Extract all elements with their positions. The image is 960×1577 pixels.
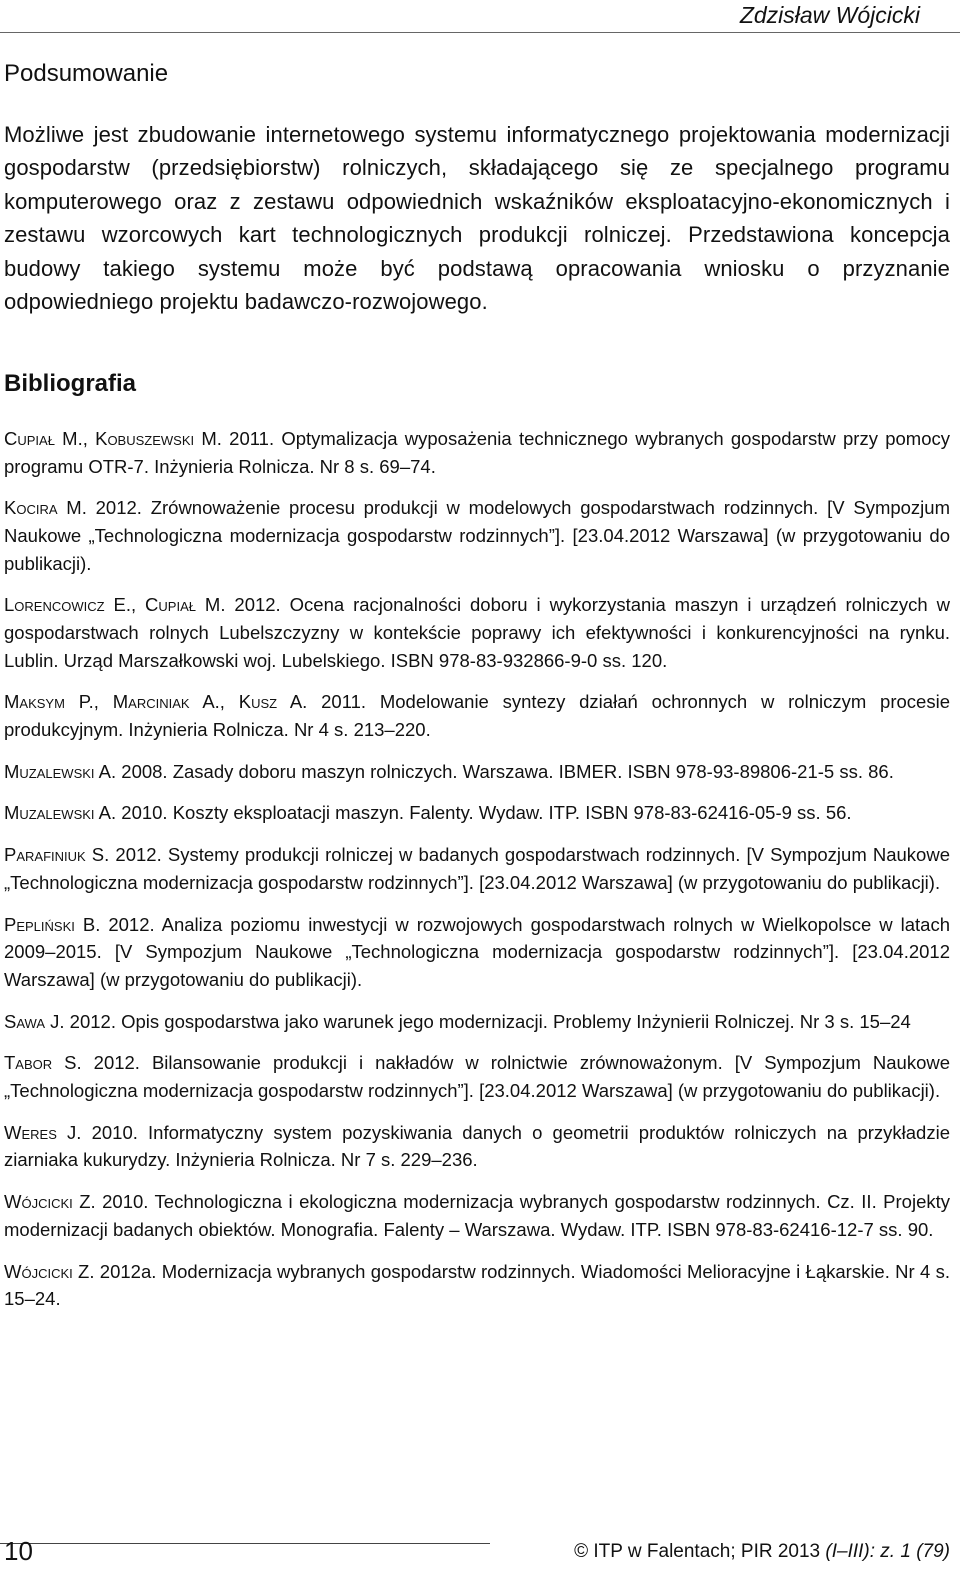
bib-entry [4, 841, 950, 896]
bib-entry [4, 494, 950, 577]
bib-authors: Tabor S. [4, 1052, 82, 1074]
journal-name: © ITP w Falentach; PIR 2013 [574, 1541, 826, 1562]
bib-details: 2012. Bilansowanie produkcji i nakładów w rolnictwie zrównoważonym. [V Sympozjum Naukowe „Technologiczna modernizacja gospodarstw rodzinnych”]. [23.04.2012 Warszawa] (w przygotowaniu do publikacji). [4, 1052, 951, 1101]
bib-authors: Parafiniuk S. [4, 844, 110, 866]
bibliography-heading: Bibliografia [4, 370, 137, 397]
bib-details: 2012a. Modernizacja wybranych gospodarstw rodzinnych. Wiadomości Melioracyjne i Łąkarskie. Nr 4 s. 15–24. [4, 1260, 950, 1310]
bib-authors: Lorencowicz E., Cupiał M. [4, 594, 226, 616]
bib-authors: Muzalewski A. [4, 760, 117, 782]
bib-entry [4, 688, 950, 743]
bib-details: 2011. Optymalizacja wyposażenia technicznego wybranych gospodarstw przy pomocy programu OTR-7. Inżynieria Rolnicza. Nr 8 s. 69–74. [4, 428, 950, 477]
bibliography-list [4, 425, 950, 1327]
bib-entry [4, 1188, 950, 1243]
page-number: 10 [4, 1536, 33, 1566]
bib-authors: Wójcicki Z. [4, 1191, 96, 1213]
bib-details: 2012. Ocena racjonalności doboru i wykorzystania maszyn i urządzeń rolniczych w gospodarstwach rolnych Lubelszczyzny w kontekście poprawy ich efektywności i konkurencyjności na rynku. Lublin. Urząd Marszałkowski woj. Lubelskiego. ISBN 978-83-932866-9-0 ss. 120. [4, 594, 950, 671]
bib-authors: Wójcicki Z. [4, 1260, 95, 1282]
bib-authors: Muzalewski A. [4, 802, 117, 824]
bib-entry [4, 799, 950, 827]
bib-authors: Kocira M. [4, 497, 87, 519]
bib-details: 2012. Opis gospodarstwa jako warunek jego modernizacji. Problemy Inżynierii Rolniczej. Nr 3 s. 15–24 [64, 1010, 911, 1032]
summary-heading: Podsumowanie [4, 60, 169, 87]
header-rule [0, 32, 960, 33]
bib-entry [4, 1258, 950, 1313]
bib-details: 2010. Technologiczna i ekologiczna modernizacja wybranych gospodarstw rodzinnych. Cz. II. Projekty modernizacji badanych obiektów. Monografia. Falenty – Warszawa. Wydaw. ITP. ISBN 978-83-62416-12-7 ss. 90. [4, 1191, 950, 1240]
journal-issue: (I–III): z. 1 (79) [825, 1541, 950, 1562]
bib-details: 2010. Koszty eksploatacji maszyn. Falenty. Wydaw. ITP. ISBN 978-83-62416-05-9 ss. 56. [116, 802, 852, 824]
bib-entry [4, 1049, 950, 1104]
bib-details: 2012. Systemy produkcji rolniczej w badanych gospodarstwach rodzinnych. [V Sympozjum Naukowe „Technologiczna modernizacja gospodarstw rodzinnych”]. [23.04.2012 Warszawa] (w przygotowaniu do publikacji). [4, 844, 950, 893]
journal-info [574, 1541, 950, 1563]
bib-authors: Cupiał M., Kobuszewski M. [4, 428, 222, 449]
bib-entry [4, 1008, 950, 1036]
bib-authors: Weres J. [4, 1121, 82, 1143]
bib-entry [4, 591, 950, 674]
summary-text: Możliwe jest zbudowanie internetowego systemu informatycznego projektowania modernizacji gospodarstw (przedsiębiorstw) rolniczych, składającego się ze specjalnego programu komputerowego oraz z zestawu odpowiednich wskaźników eksploatacyjno-ekonomicznych i zestawu wzorcowych kart technologicznych produkcji rolniczej. Przedstawiona koncepcja budowy takiego systemu może być podstawą opracowania wniosku o przyznanie odpowiedniego projektu badawczo-rozwojowego. [4, 122, 950, 315]
bib-entry [4, 911, 950, 994]
bib-entry [4, 1119, 950, 1174]
bib-details: 2010. Informatyczny system pozyskiwania danych o geometrii produktów rolniczych na przykładzie ziarniaka kukurydzy. Inżynieria Rolnicza. Nr 7 s. 229–236. [4, 1121, 950, 1171]
bib-authors: Sawa J. [4, 1010, 65, 1032]
bib-entry [4, 425, 950, 480]
bib-authors: Maksym P., Marciniak A., Kusz A. [4, 691, 308, 713]
bib-details: 2012. Zrównoważenie procesu produkcji w modelowych gospodarstwach rodzinnych. [V Sympozjum Naukowe „Technologiczna modernizacja gospodarstw rodzinnych”]. [23.04.2012 Warszawa] (w przygotowaniu do publikacji). [4, 497, 950, 574]
bib-entry [4, 758, 950, 786]
footer-rule [0, 1543, 490, 1544]
running-head: Zdzisław Wójcicki [739, 2, 920, 28]
bib-authors: Pepliński B. [4, 913, 101, 935]
bib-details: 2011. Modelowanie syntezy działań ochronnych w rolniczym procesie produkcyjnym. Inżynieria Rolnicza. Nr 4 s. 213–220. [4, 691, 950, 740]
bib-details: 2012. Analiza poziomu inwestycji w rozwojowych gospodarstwach rolnych w Wielkopolsce w latach 2009–2015. [V Sympozjum Naukowe „Technologiczna modernizacja gospodarstw rodzinnych”]. [23.04.2012 Warszawa] (w przygotowaniu do publikacji). [4, 913, 950, 990]
bib-details: 2008. Zasady doboru maszyn rolniczych. Warszawa. IBMER. ISBN 978-93-89806-21-5 ss. 86. [116, 760, 894, 782]
